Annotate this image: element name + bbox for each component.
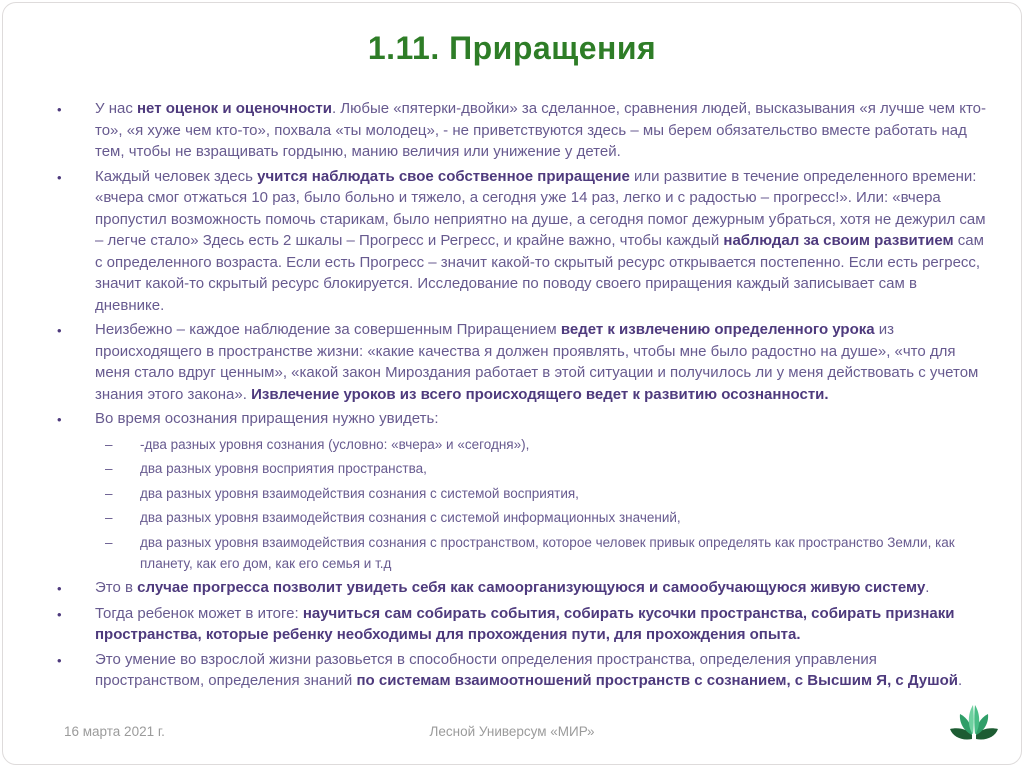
list-item	[57, 408, 986, 431]
slide-title: 1.11. Приращения	[367, 30, 657, 66]
dash-bullet-marker: –	[105, 485, 113, 501]
bullet-list	[40, 98, 986, 695]
dot-bullet-marker: •	[57, 581, 62, 596]
list-item-text: Во время осознания приращения нужно увидеть:	[95, 410, 439, 427]
dash-bullet-marker: –	[105, 436, 113, 452]
list-item	[57, 166, 986, 317]
list-item-text: два разных уровня взаимодействия сознания с системой восприятия,	[140, 485, 579, 501]
dash-bullet-marker: –	[105, 461, 113, 476]
dash-bullet-marker: –	[105, 534, 113, 550]
list-item-text: У нас нет оценок и оценочности. Любые «пятерки-двойки» за сделанное, сравнения людей, высказывания «я лучше чем кто-то», «я хуже чем кто-то», похвала «ты молодец», - не приветствуются здесь – мы берем обязательство вместе работать над тем, чтобы не взращивать гордыню, манию величия или унижение у детей.	[95, 100, 986, 160]
dot-bullet-marker: •	[57, 412, 62, 427]
dash-bullet-marker: –	[105, 510, 113, 525]
footer-org-name: Лесной Универсум «МИР»	[429, 724, 595, 739]
list-item	[105, 532, 986, 574]
list-item	[57, 319, 986, 405]
dot-bullet-marker: •	[57, 323, 62, 338]
list-item-text: два разных уровня взаимодействия сознания с системой информационных значений,	[140, 510, 681, 525]
footer-date: 16 марта 2021 г.	[64, 724, 165, 739]
list-item-text: Каждый человек здесь учится наблюдать свое собственное приращение или развитие в течение определенного времени: «вчера смог отжаться 10 раз, было больно и тяжело, а сегодня уже 14 раз, легко и с радостью – прогресс!». Или: «вчера пропустил возможность помочь старикам, было неприятно на душе, а сегодня помог дежурным убраться, хотя не дежурил сам – легче стало» Здесь есть 2 шкалы – Прогресс и Регресс, и крайне важно, чтобы каждый наблюдал за своим развитием сам с определенного возраста. Если есть Прогресс – значит какой-то скрытый ресурс открывается постепенно. Если есть регресс, значит какой-то скрытый ресурс блокируется. Исследование по поводу своего приращения каждый записывает сам в дневнике.	[95, 167, 986, 314]
dot-bullet-marker: •	[57, 652, 62, 668]
dot-bullet-marker: •	[57, 169, 62, 185]
slide-footer	[0, 705, 1024, 753]
list-item-text: -два разных уровня сознания (условно: «вчера» и «сегодня»),	[140, 436, 530, 452]
list-item	[105, 458, 986, 479]
list-item-text: два разных уровня взаимодействия сознания с пространством, которое человек привык определять как пространство Земли, как планету, как его дом, как его семья и т.д	[140, 534, 955, 571]
list-item	[105, 507, 986, 528]
list-item	[57, 577, 986, 600]
dot-bullet-marker: •	[57, 102, 62, 117]
list-item	[105, 483, 986, 504]
lotus-hands-logo-icon	[948, 701, 1000, 747]
list-item	[105, 434, 986, 455]
list-item-text: Неизбежно – каждое наблюдение за совершенным Приращением ведет к извлечению определенного урока из происходящего в пространстве жизни: «какие качества я должен проявлять, чтобы мне было радостно на душе», «что для меня стало вдруг ценным», «какой закон Мироздания работает в этой ситуации и получилось ли у меня действовать с учетом знания этого закона». Извлечение уроков из всего происходящего ведет к развитию осознанности.	[95, 321, 979, 403]
list-item	[57, 98, 986, 163]
list-item	[57, 649, 986, 692]
list-item-text: Это умение во взрослой жизни разовьется в способности определения пространства, определения управления пространством, определения знаний по системам взаимоотношений пространств с сознанием, с Высшим Я, с Душой.	[95, 650, 963, 689]
dot-bullet-marker: •	[57, 606, 62, 622]
list-item-text: Тогда ребенок может в итоге: научиться сам собирать события, собирать кусочки пространства, собирать признаки пространства, которые ребенку необходимы для прохождения пути, для прохождения опыта.	[95, 604, 955, 643]
list-item-text: Это в случае прогресса позволит увидеть себя как самоорганизующуюся и самообучающуюся живую систему.	[95, 579, 930, 596]
list-item-text: два разных уровня восприятия пространства,	[140, 461, 427, 476]
list-item	[57, 603, 986, 646]
